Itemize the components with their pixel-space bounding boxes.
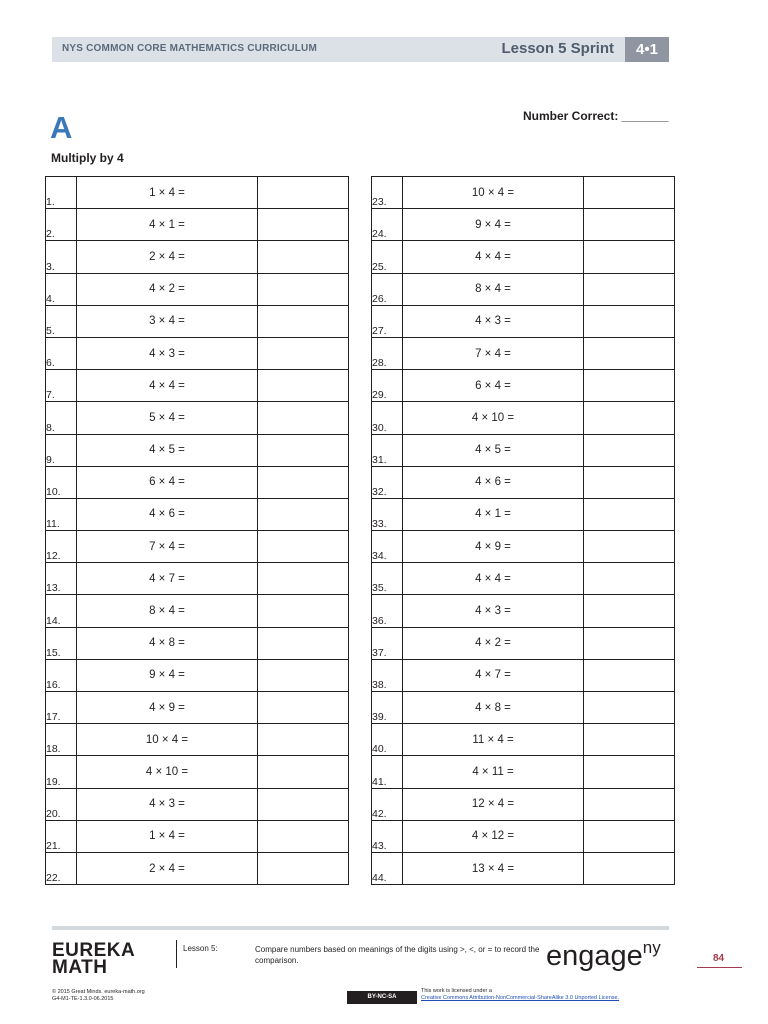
problem-number: 31. [372, 434, 403, 466]
copyright-line-2: G4-M1-TE-1.3.0-06.2015 [52, 996, 114, 1002]
answer-box[interactable] [258, 337, 349, 369]
problem-row [46, 724, 349, 756]
problem-expression: 10 × 4 = [77, 724, 258, 756]
problem-number: 17. [46, 692, 77, 724]
problem-row [46, 820, 349, 852]
problem-row [372, 337, 675, 369]
problem-expression: 3 × 4 = [77, 305, 258, 337]
problem-row [372, 595, 675, 627]
problem-expression: 6 × 4 = [77, 466, 258, 498]
logo-line-2: MATH [52, 957, 108, 978]
problem-row [46, 563, 349, 595]
problem-row [372, 563, 675, 595]
problem-expression: 4 × 8 = [77, 627, 258, 659]
problem-row [46, 852, 349, 884]
problem-row [46, 370, 349, 402]
answer-box[interactable] [258, 820, 349, 852]
problem-expression: 13 × 4 = [403, 852, 584, 884]
problem-expression: 4 × 3 = [77, 337, 258, 369]
answer-box[interactable] [584, 852, 675, 884]
problem-number: 24. [372, 209, 403, 241]
sprint-subtitle: Multiply by 4 [51, 151, 124, 165]
problem-number: 14. [46, 595, 77, 627]
problem-number: 13. [46, 563, 77, 595]
answer-box[interactable] [584, 659, 675, 691]
problem-row [46, 337, 349, 369]
problem-number: 11. [46, 498, 77, 530]
answer-box[interactable] [258, 627, 349, 659]
problem-number: 32. [372, 466, 403, 498]
answer-box[interactable] [258, 692, 349, 724]
problem-row [46, 627, 349, 659]
problem-row [372, 724, 675, 756]
answer-box[interactable] [584, 370, 675, 402]
problem-number: 36. [372, 595, 403, 627]
problem-row [46, 241, 349, 273]
problem-expression: 2 × 4 = [77, 241, 258, 273]
problem-expression: 7 × 4 = [403, 337, 584, 369]
problem-number: 44. [372, 852, 403, 884]
problem-row [46, 305, 349, 337]
problem-number: 43. [372, 820, 403, 852]
problem-expression: 4 × 4 = [403, 241, 584, 273]
answer-box[interactable] [258, 402, 349, 434]
footer-lesson-description: Compare numbers based on meanings of the digits using >, <, or = to record the comparison. [255, 945, 540, 965]
problem-expression: 5 × 4 = [77, 402, 258, 434]
license-link[interactable]: Creative Commons Attribution-NonCommercial-ShareAlike 3.0 Unported License. [421, 995, 620, 1001]
problem-row [372, 852, 675, 884]
problem-row [372, 692, 675, 724]
footer-separator [176, 940, 177, 968]
problem-row [46, 498, 349, 530]
engageny-logo [546, 940, 661, 973]
answer-box[interactable] [258, 273, 349, 305]
problem-expression: 12 × 4 = [403, 788, 584, 820]
answer-box[interactable] [258, 466, 349, 498]
cc-license-badge-icon[interactable]: BY-NC-SA [347, 991, 417, 1004]
answer-box[interactable] [258, 498, 349, 530]
problem-expression: 4 × 5 = [403, 434, 584, 466]
answer-box[interactable] [258, 209, 349, 241]
answer-box[interactable] [584, 209, 675, 241]
problem-number: 12. [46, 531, 77, 563]
page-number: 84 [713, 953, 725, 964]
problem-expression: 4 × 9 = [403, 531, 584, 563]
problem-number: 42. [372, 788, 403, 820]
answer-box[interactable] [584, 756, 675, 788]
answer-box[interactable] [584, 337, 675, 369]
problem-expression: 1 × 4 = [77, 820, 258, 852]
problem-expression: 4 × 1 = [403, 498, 584, 530]
problem-row [46, 466, 349, 498]
problem-number: 7. [46, 370, 77, 402]
problem-expression: 10 × 4 = [403, 177, 584, 209]
problem-number: 10. [46, 466, 77, 498]
problem-expression: 8 × 4 = [403, 273, 584, 305]
problem-expression: 7 × 4 = [77, 531, 258, 563]
problem-number: 41. [372, 756, 403, 788]
problem-number: 38. [372, 659, 403, 691]
problem-row [46, 659, 349, 691]
problem-expression: 9 × 4 = [77, 659, 258, 691]
problem-expression: 4 × 7 = [77, 563, 258, 595]
problem-number: 20. [46, 788, 77, 820]
answer-box[interactable] [584, 788, 675, 820]
problem-row [46, 595, 349, 627]
curriculum-header-bar [52, 37, 669, 62]
copyright-line-1: © 2015 Great Minds. eureka-math.org [52, 989, 145, 995]
problem-number: 16. [46, 659, 77, 691]
problem-expression: 11 × 4 = [403, 724, 584, 756]
footer-divider [52, 926, 669, 930]
answer-box[interactable] [584, 241, 675, 273]
problem-number: 8. [46, 402, 77, 434]
problem-row [372, 209, 675, 241]
problem-row [46, 788, 349, 820]
problem-number: 33. [372, 498, 403, 530]
answer-box[interactable] [258, 563, 349, 595]
problem-row [46, 531, 349, 563]
answer-box[interactable] [584, 466, 675, 498]
answer-box[interactable] [584, 627, 675, 659]
problem-number: 23. [372, 177, 403, 209]
problem-row [372, 531, 675, 563]
copyright [52, 989, 145, 1003]
module-badge: 4•1 [625, 37, 669, 62]
problem-row [46, 434, 349, 466]
answer-box[interactable] [584, 724, 675, 756]
answer-box[interactable] [258, 531, 349, 563]
answer-box[interactable] [584, 820, 675, 852]
problem-row [46, 209, 349, 241]
problem-expression: 1 × 4 = [77, 177, 258, 209]
problem-expression: 4 × 2 = [77, 273, 258, 305]
problem-number: 22. [46, 852, 77, 884]
problem-number: 9. [46, 434, 77, 466]
eureka-math-logo [52, 942, 135, 976]
problem-expression: 6 × 4 = [403, 370, 584, 402]
problem-expression: 4 × 2 = [403, 627, 584, 659]
answer-box[interactable] [584, 273, 675, 305]
problem-number: 6. [46, 337, 77, 369]
problems-table-left [45, 176, 349, 885]
answer-box[interactable] [258, 370, 349, 402]
problem-expression: 4 × 6 = [77, 498, 258, 530]
engage-sup: ny [642, 938, 661, 957]
license-text [421, 988, 619, 1002]
answer-box[interactable] [584, 402, 675, 434]
problem-row [46, 692, 349, 724]
problem-row [46, 273, 349, 305]
answer-box[interactable] [258, 724, 349, 756]
problem-expression: 4 × 5 = [77, 434, 258, 466]
problem-number: 3. [46, 241, 77, 273]
problem-number: 5. [46, 305, 77, 337]
problem-row [46, 177, 349, 209]
answer-box[interactable] [584, 531, 675, 563]
problem-row [46, 756, 349, 788]
problem-number: 27. [372, 305, 403, 337]
problem-expression: 4 × 10 = [403, 402, 584, 434]
page-number-underline [697, 967, 742, 968]
problem-row [372, 370, 675, 402]
problem-number: 29. [372, 370, 403, 402]
lesson-title: Lesson 5 Sprint [501, 40, 614, 57]
answer-box[interactable] [584, 563, 675, 595]
problem-expression: 4 × 1 = [77, 209, 258, 241]
problem-row [372, 402, 675, 434]
problem-number: 26. [372, 273, 403, 305]
footer-lesson-label: Lesson 5: [183, 944, 218, 953]
problem-expression: 4 × 11 = [403, 756, 584, 788]
problem-row [372, 627, 675, 659]
problem-expression: 2 × 4 = [77, 852, 258, 884]
problem-row [372, 756, 675, 788]
answer-box[interactable] [258, 434, 349, 466]
problem-expression: 4 × 3 = [77, 788, 258, 820]
problem-number: 2. [46, 209, 77, 241]
problem-row [372, 305, 675, 337]
problem-number: 28. [372, 337, 403, 369]
problem-row [372, 498, 675, 530]
problem-number: 21. [46, 820, 77, 852]
answer-box[interactable] [258, 852, 349, 884]
answer-box[interactable] [258, 659, 349, 691]
answer-box[interactable] [258, 595, 349, 627]
answer-box[interactable] [584, 305, 675, 337]
problem-expression: 4 × 3 = [403, 305, 584, 337]
logo-line-1: EUREKA [52, 940, 136, 961]
answer-box[interactable] [258, 241, 349, 273]
engage-text: engage [546, 940, 643, 972]
answer-box[interactable] [584, 498, 675, 530]
answer-box[interactable] [258, 305, 349, 337]
problem-row [372, 820, 675, 852]
problem-row [372, 659, 675, 691]
problem-number: 25. [372, 241, 403, 273]
answer-box[interactable] [584, 595, 675, 627]
license-line-1: This work is licensed under a [421, 988, 492, 994]
answer-box[interactable] [584, 177, 675, 209]
problem-number: 39. [372, 692, 403, 724]
problem-expression: 4 × 8 = [403, 692, 584, 724]
sprint-letter: A [50, 110, 73, 145]
problem-row [372, 466, 675, 498]
answer-box[interactable] [258, 177, 349, 209]
problem-number: 18. [46, 724, 77, 756]
problem-expression: 4 × 3 = [403, 595, 584, 627]
problem-expression: 4 × 6 = [403, 466, 584, 498]
problem-number: 35. [372, 563, 403, 595]
problem-expression: 8 × 4 = [77, 595, 258, 627]
problem-number: 4. [46, 273, 77, 305]
problem-number: 40. [372, 724, 403, 756]
problem-number: 30. [372, 402, 403, 434]
answer-box[interactable] [584, 692, 675, 724]
problem-expression: 4 × 10 = [77, 756, 258, 788]
problem-expression: 9 × 4 = [403, 209, 584, 241]
answer-box[interactable] [584, 434, 675, 466]
answer-box[interactable] [258, 788, 349, 820]
problem-number: 15. [46, 627, 77, 659]
problem-expression: 4 × 4 = [77, 370, 258, 402]
number-correct-label: Number Correct: _______ [523, 109, 669, 123]
problems-table-right [371, 176, 675, 885]
problem-expression: 4 × 7 = [403, 659, 584, 691]
problem-number: 34. [372, 531, 403, 563]
problem-row [372, 788, 675, 820]
problem-expression: 4 × 4 = [403, 563, 584, 595]
problem-row [372, 434, 675, 466]
problem-row [372, 273, 675, 305]
problem-number: 1. [46, 177, 77, 209]
problem-row [372, 241, 675, 273]
problem-number: 19. [46, 756, 77, 788]
answer-box[interactable] [258, 756, 349, 788]
problem-expression: 4 × 12 = [403, 820, 584, 852]
curriculum-title: NYS COMMON CORE MATHEMATICS CURRICULUM [62, 43, 317, 54]
problem-row [372, 177, 675, 209]
problem-expression: 4 × 9 = [77, 692, 258, 724]
problem-number: 37. [372, 627, 403, 659]
problem-row [46, 402, 349, 434]
